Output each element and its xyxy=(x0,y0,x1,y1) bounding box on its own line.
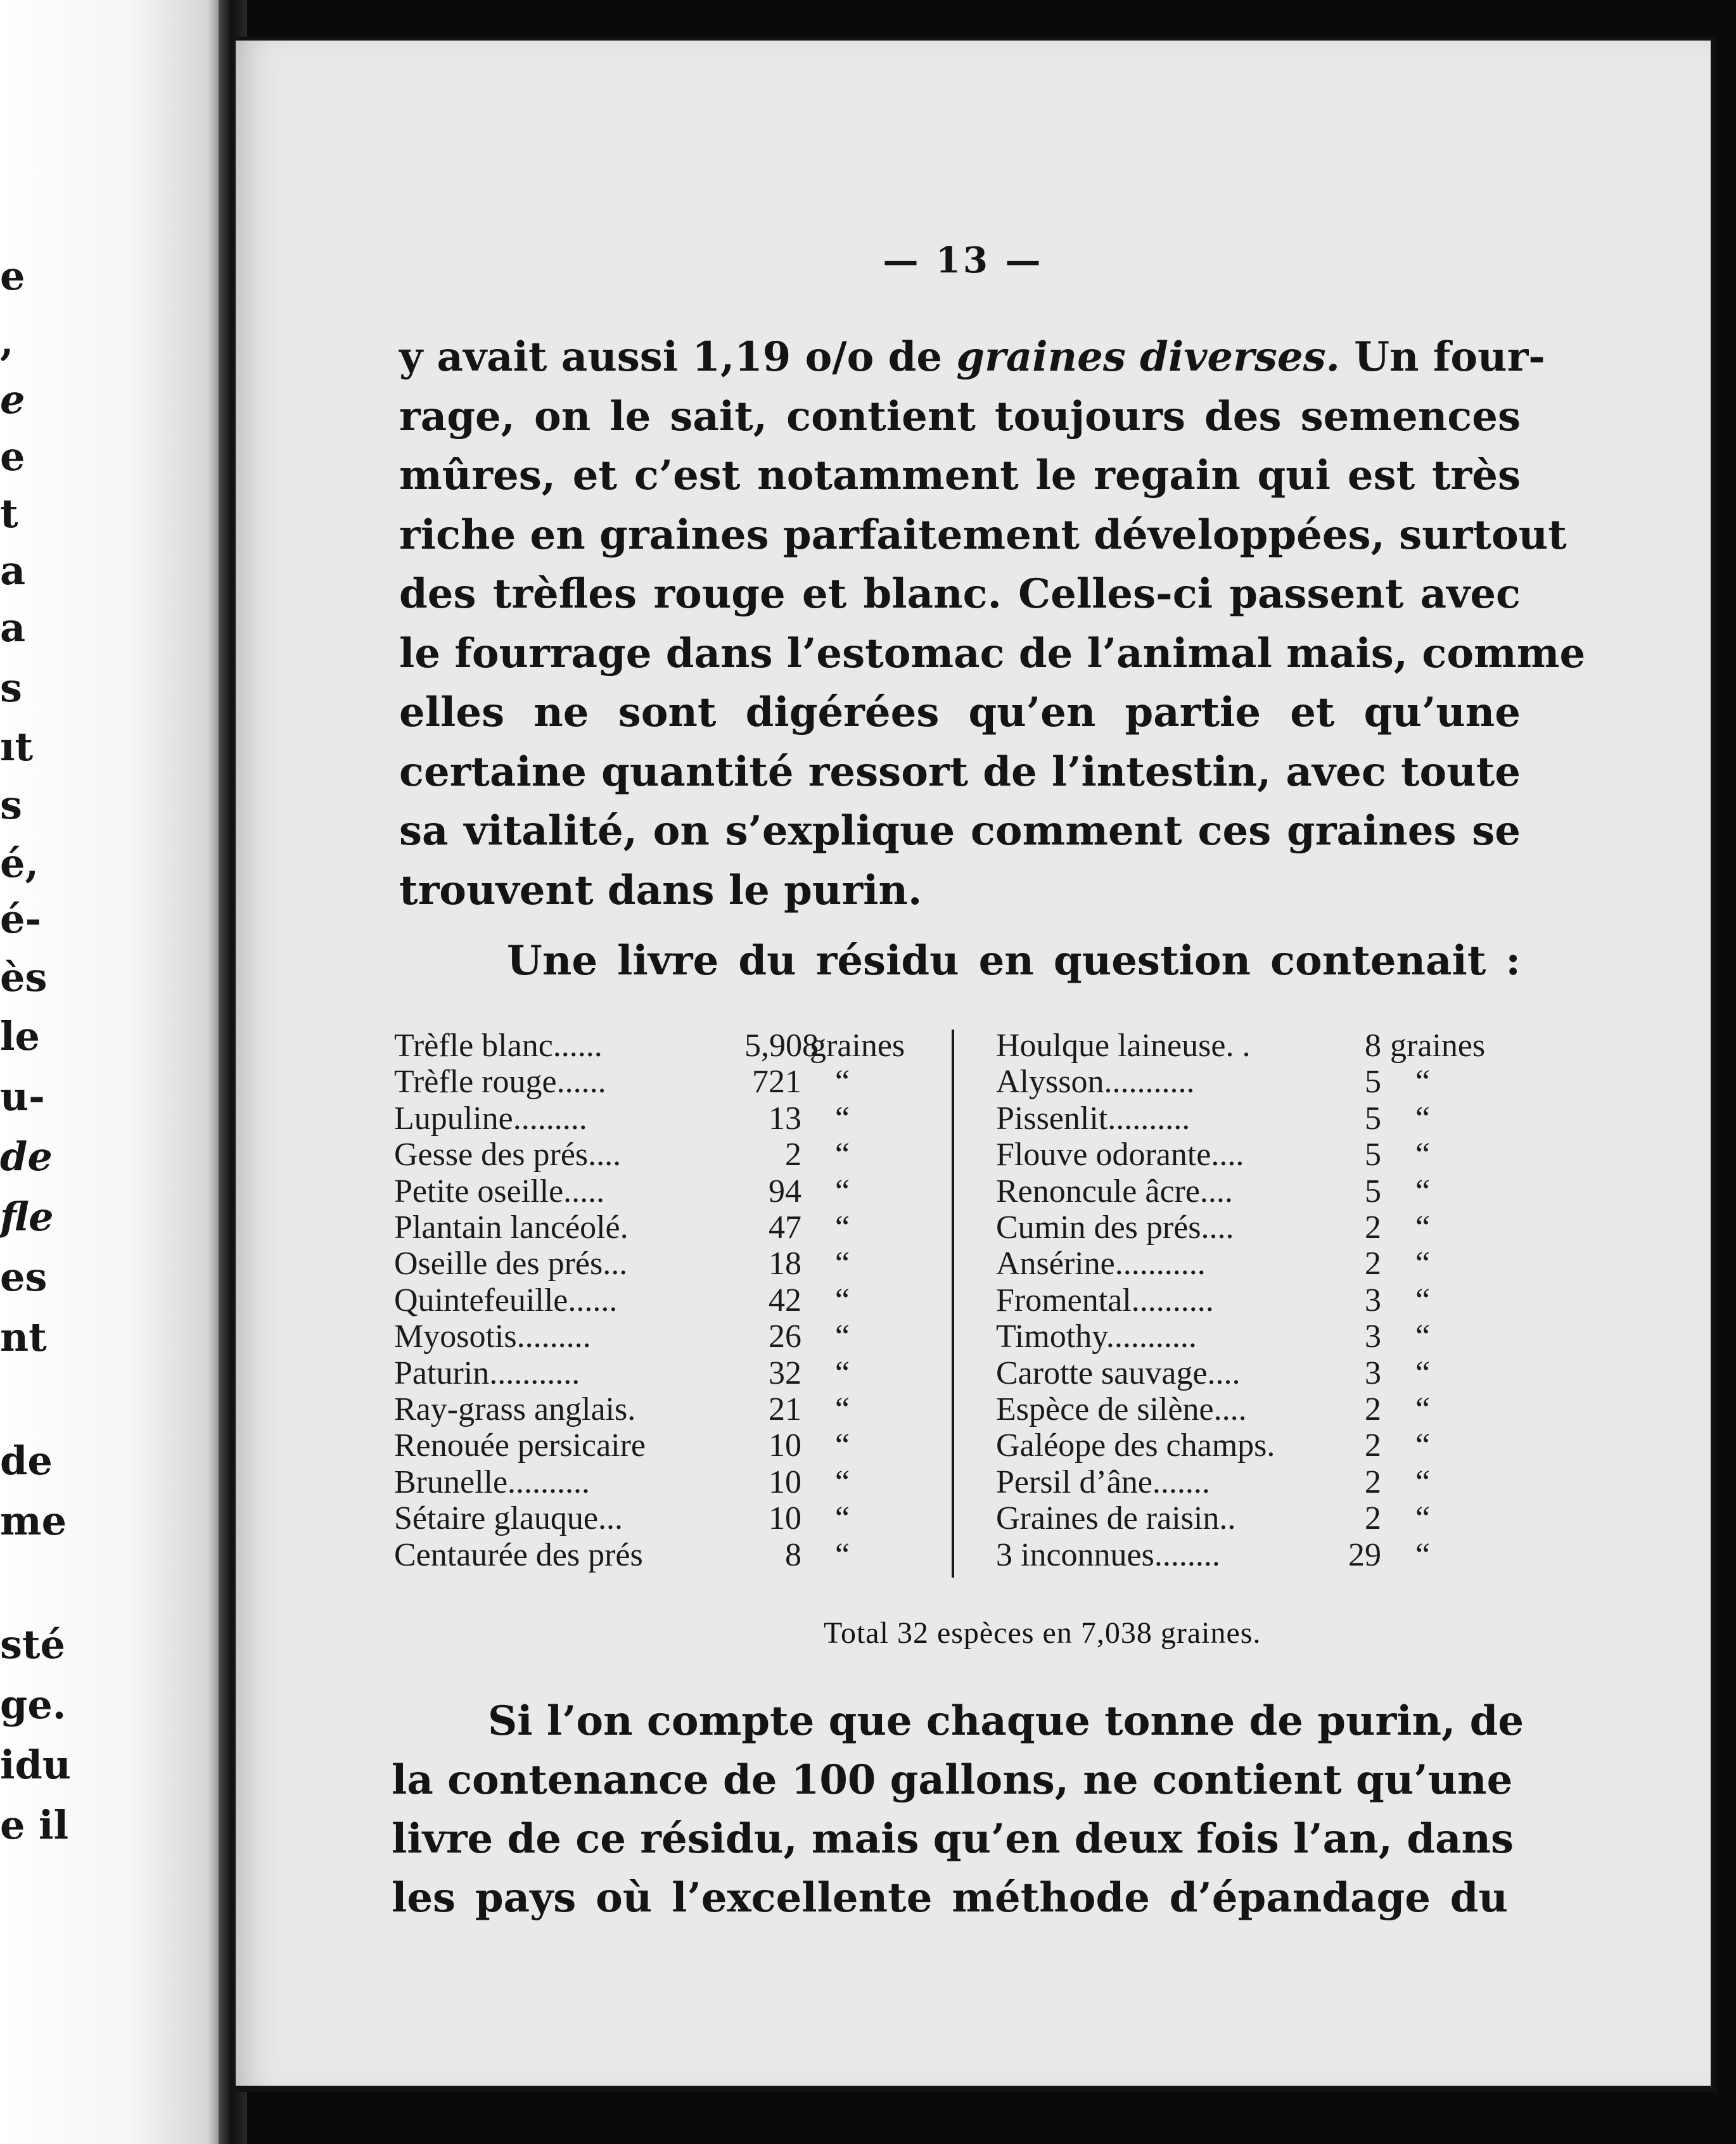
scan-frame-right xyxy=(1711,37,1716,2093)
seed-count: 2 xyxy=(1365,1246,1381,1282)
species-name: Trèfle rouge...... xyxy=(394,1064,606,1100)
seed-count: 10 xyxy=(769,1500,801,1536)
seed-count: 18 xyxy=(769,1246,801,1282)
species-name: Sétaire glauque... xyxy=(394,1500,623,1536)
left-page-fragment: e il xyxy=(0,1802,69,1848)
left-page-fragment: é- xyxy=(0,896,42,942)
unit-label: graines xyxy=(810,1028,905,1064)
paragraph-1-line xyxy=(399,511,1567,559)
line-text: Un four- xyxy=(1339,333,1545,381)
paragraph-1-line xyxy=(399,393,1521,440)
paragraph-1-line xyxy=(399,333,1545,381)
ditto-mark: “ xyxy=(1415,1282,1431,1318)
left-page-fragment: u- xyxy=(0,1073,45,1120)
species-name: Quintefeuille...... xyxy=(394,1282,618,1318)
seed-count: 29 xyxy=(1348,1537,1381,1573)
ditto-mark: “ xyxy=(835,1173,850,1209)
left-page-fragment: nt xyxy=(0,1314,47,1360)
ditto-mark: “ xyxy=(835,1500,850,1536)
unit-label: graines xyxy=(1390,1028,1486,1064)
ditto-mark: “ xyxy=(1415,1101,1431,1137)
paragraph-2-line: Si l’on compte que chaque tonne de purin, de xyxy=(488,1697,1524,1745)
left-page-fragment: sté xyxy=(0,1621,65,1668)
seed-count: 5 xyxy=(1365,1137,1381,1173)
left-page-fragment: a xyxy=(0,547,26,594)
seed-count: 5 xyxy=(1365,1173,1381,1209)
species-name: Ansérine........... xyxy=(996,1246,1206,1282)
seed-count: 47 xyxy=(769,1209,801,1246)
ditto-mark: “ xyxy=(835,1318,850,1355)
left-page-fragment: ıt xyxy=(0,724,34,770)
left-page-fragment: e xyxy=(0,376,25,423)
paragraph-1-line xyxy=(399,630,1586,677)
left-page-fragment: me xyxy=(0,1498,67,1544)
species-name: Fromental.......... xyxy=(996,1282,1214,1318)
page-number: — 13 — xyxy=(883,239,1044,281)
ditto-mark: “ xyxy=(1415,1427,1431,1464)
paragraph-2-line: la contenance de 100 gallons, ne contient qu’une xyxy=(392,1756,1513,1804)
species-name: Trèfle blanc...... xyxy=(394,1028,603,1064)
species-name: Plantain lancéolé. xyxy=(394,1209,629,1246)
line-text: le fourrage dans l’estomac de l’animal mais, comme xyxy=(399,630,1586,677)
seed-count: 2 xyxy=(785,1137,801,1173)
seed-count: 3 xyxy=(1365,1318,1381,1355)
paragraph-1-line xyxy=(399,452,1521,499)
ditto-mark: “ xyxy=(835,1209,850,1246)
ditto-mark: “ xyxy=(835,1537,850,1573)
ditto-mark: “ xyxy=(1415,1246,1431,1282)
ditto-mark: “ xyxy=(835,1282,850,1318)
line-text: des trèfles rouge et blanc. Celles-ci passent avec xyxy=(399,570,1521,618)
species-name: Espèce de silène.... xyxy=(996,1391,1247,1427)
seed-count: 32 xyxy=(769,1355,801,1391)
seed-count: 2 xyxy=(1365,1464,1381,1500)
line-text: sa vitalité, on s’explique comment ces graines se xyxy=(399,807,1521,855)
species-name: Carotte sauvage.... xyxy=(996,1355,1241,1391)
ditto-mark: “ xyxy=(835,1064,850,1100)
ditto-mark: “ xyxy=(835,1246,850,1282)
ditto-mark: “ xyxy=(835,1355,850,1391)
left-page-fragment: de xyxy=(0,1438,53,1484)
seed-count: 10 xyxy=(769,1464,801,1500)
seed-count: 5,908 xyxy=(744,1028,819,1064)
left-page-fragment: fle xyxy=(0,1194,54,1240)
seed-count: 21 xyxy=(769,1391,801,1427)
ditto-mark: “ xyxy=(1415,1464,1431,1500)
ditto-mark: “ xyxy=(1415,1173,1431,1209)
seed-count: 8 xyxy=(1365,1028,1381,1064)
ditto-mark: “ xyxy=(835,1391,850,1427)
seed-count: 5 xyxy=(1365,1064,1381,1100)
species-name: Myosotis......... xyxy=(394,1318,591,1355)
scan-frame-top xyxy=(236,37,1718,41)
species-name: Petite oseille..... xyxy=(394,1173,605,1209)
seed-count: 3 xyxy=(1365,1282,1381,1318)
ditto-mark: “ xyxy=(835,1427,850,1464)
left-page-fragment: le xyxy=(0,1013,40,1059)
left-page-fragment: s xyxy=(0,782,22,828)
left-page-fragment: idu xyxy=(0,1742,71,1788)
line-text: mûres, et c’est notamment le regain qui est très xyxy=(399,452,1521,499)
line-text: trouvent dans le purin. xyxy=(399,867,922,914)
species-name: Cumin des prés.... xyxy=(996,1209,1234,1246)
line-text: certaine quantité ressort de l’intestin, avec toute xyxy=(399,748,1521,796)
left-page-fragment: de xyxy=(0,1133,53,1180)
left-page-fragment: , xyxy=(0,318,14,364)
line-text: elles ne sont digérées qu’en partie et qu’une xyxy=(399,689,1521,736)
left-page-fragment: s xyxy=(0,665,22,711)
species-name: Ray-grass anglais. xyxy=(394,1391,636,1427)
seed-count: 2 xyxy=(1365,1500,1381,1536)
ditto-mark: “ xyxy=(1415,1500,1431,1536)
paragraph-2-line: les pays où l’excellente méthode d’épandage du xyxy=(392,1874,1508,1922)
paragraph-1-line xyxy=(399,867,1521,914)
species-name: Timothy........... xyxy=(996,1318,1197,1355)
species-name: Graines de raisin.. xyxy=(996,1500,1236,1536)
left-page-fragment: ge. xyxy=(0,1681,67,1728)
paragraph-1-line xyxy=(399,748,1521,796)
species-name: Lupuline......... xyxy=(394,1101,587,1137)
seed-count: 5 xyxy=(1365,1101,1381,1137)
species-name: Centaurée des prés xyxy=(394,1537,643,1573)
left-page-fragment: é, xyxy=(0,840,39,886)
paragraph-1-line xyxy=(399,689,1521,736)
seed-count: 26 xyxy=(769,1318,801,1355)
ditto-mark: “ xyxy=(835,1101,850,1137)
ditto-mark: “ xyxy=(1415,1064,1431,1100)
seed-count: 2 xyxy=(1365,1391,1381,1427)
scan-frame-bottom xyxy=(236,2086,1718,2092)
species-name: Gesse des prés.... xyxy=(394,1137,622,1173)
species-name: Renouée persicaire xyxy=(394,1427,646,1464)
ditto-mark: “ xyxy=(1415,1318,1431,1355)
left-page-fragment: es xyxy=(0,1254,48,1300)
ditto-mark: “ xyxy=(1415,1355,1431,1391)
species-name: Flouve odorante.... xyxy=(996,1137,1244,1173)
left-page-fragment: t xyxy=(0,490,18,537)
ditto-mark: “ xyxy=(1415,1391,1431,1427)
ditto-mark: “ xyxy=(835,1137,850,1173)
line-text: y avait aussi 1,19 o/o de xyxy=(399,333,957,381)
seed-count: 721 xyxy=(752,1064,801,1100)
seed-count: 2 xyxy=(1365,1209,1381,1246)
seed-count: 8 xyxy=(785,1537,801,1573)
ditto-mark: “ xyxy=(835,1464,850,1500)
species-name: Alysson........... xyxy=(996,1064,1195,1100)
seed-count: 13 xyxy=(769,1101,801,1137)
line-text: rage, on le sait, contient toujours des semences xyxy=(399,393,1521,440)
species-name: Paturin........... xyxy=(394,1355,580,1391)
ditto-mark: “ xyxy=(1415,1537,1431,1573)
paragraph-1-line xyxy=(399,570,1521,618)
species-name: Renoncule âcre.... xyxy=(996,1173,1233,1209)
table-column-divider xyxy=(952,1030,954,1578)
left-page-fragment: e xyxy=(0,433,25,480)
species-name: Pissenlit.......... xyxy=(996,1101,1190,1137)
paragraph-2-line: livre de ce résidu, mais qu’en deux fois l’an, dans xyxy=(392,1815,1514,1863)
species-name: 3 inconnues........ xyxy=(996,1537,1220,1573)
species-name: Houlque laineuse. . xyxy=(996,1028,1251,1064)
line-text: riche en graines parfaitement développées, surtout xyxy=(399,511,1567,559)
table-total-line: Total 32 espèces en 7,038 graines. xyxy=(824,1616,1261,1650)
seed-count: 94 xyxy=(769,1173,801,1209)
ditto-mark: “ xyxy=(1415,1209,1431,1246)
species-name: Brunelle.......... xyxy=(394,1464,590,1500)
intro-line-text: Une livre du résidu en question contenait : xyxy=(507,937,1521,985)
species-name: Persil d’âne....... xyxy=(996,1464,1210,1500)
left-page-fragment: ès xyxy=(0,954,48,1000)
species-name: Oseille des prés... xyxy=(394,1246,628,1282)
left-page-fragment: a xyxy=(0,604,26,651)
seed-count: 3 xyxy=(1365,1355,1381,1391)
seed-count: 2 xyxy=(1365,1427,1381,1464)
paragraph-1-line xyxy=(399,807,1521,855)
italic-phrase: graines diverses. xyxy=(956,333,1340,381)
seed-count: 10 xyxy=(769,1427,801,1464)
ditto-mark: “ xyxy=(1415,1137,1431,1173)
seed-count: 42 xyxy=(769,1282,801,1318)
left-page-fragment: e xyxy=(0,253,25,299)
species-name: Galéope des champs. xyxy=(996,1427,1275,1464)
